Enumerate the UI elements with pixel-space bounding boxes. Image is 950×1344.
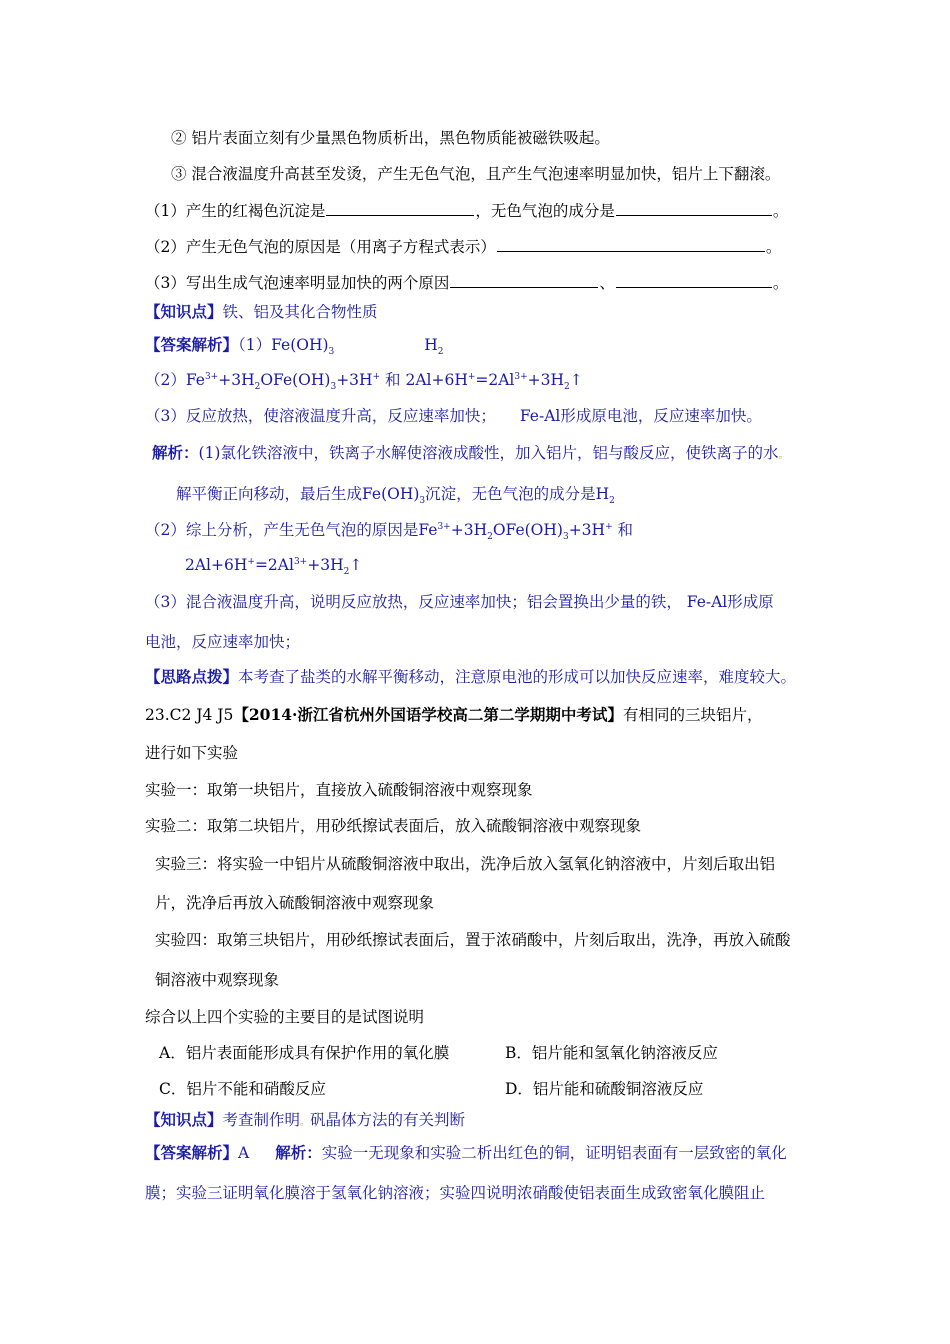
answer-line-3: （3）反应放热，使溶液温度升高，反应速率加快； Fe-Al形成原电池，反应速率加快。 — [145, 407, 762, 425]
option-d[interactable]: D．铝片能和硫酸铜溶液反应 — [505, 1080, 704, 1098]
analysis-3-cont: 电池，反应速率加快； — [145, 633, 301, 651]
sub-question-1: （1）产生的红褐色沉淀是 ，无色气泡的成分是 。 — [145, 202, 789, 220]
thinking-tip: 【思路点拨】本考查了盐类的水解平衡移动，注意原电池的形成可以加快反应速率，难度较大。 — [145, 667, 797, 686]
sub-question-3: （3）写出生成气泡速率明显加快的两个原因 、 。 — [145, 274, 789, 292]
q23-knowledge-point: 【知识点】考查制作明。矾晶体方法的有关判断 — [145, 1110, 466, 1129]
answer-blank[interactable] — [450, 272, 598, 288]
analysis-1-cont: 解平衡正向移动，最后生成$Fe(OH)_3$沉淀，无色气泡的成分是$H_2$ — [176, 485, 615, 507]
option-b[interactable]: B．铝片能和氢氧化钠溶液反应 — [505, 1044, 718, 1062]
option-c[interactable]: C．铝片不能和硝酸反应 — [159, 1080, 326, 1098]
sub-question-2: （2）产生无色气泡的原因是（用离子方程式表示） 。 — [145, 238, 782, 256]
experiment-3: 实验三：将实验一中铝片从硫酸铜溶液中取出，洗净后放入氢氧化钠溶液中，片刻后取出铝 — [155, 855, 776, 873]
answer-blank[interactable] — [497, 236, 765, 252]
analysis-2: （2）综上分析，产生无色气泡的原因是$Fe^{3+}+3H_2OFe(OH)_3+3H^+$ 和 — [145, 521, 634, 543]
experiment-4: 实验四：取第三块铝片，用砂纸擦试表面后，置于浓硝酸中，片刻后取出，洗净，再放入硫酸 — [155, 931, 791, 949]
q23-question: 综合以上四个实验的主要目的是试图说明 — [145, 1008, 425, 1026]
experiment-3-cont: 片，洗净后再放入硫酸铜溶液中观察现象 — [155, 894, 435, 912]
answer-blank[interactable] — [616, 272, 772, 288]
option-a[interactable]: A．铝片表面能形成具有保护作用的氧化膜 — [159, 1044, 450, 1062]
answer-blank[interactable] — [616, 200, 772, 216]
answer-line-1: 【答案解析】$(1)Fe(OH)_3$ $H_2$ — [145, 335, 444, 358]
knowledge-point: 【知识点】铁、铝及其化合物性质 — [145, 302, 378, 321]
observation-3: ③ 混合液温度升高甚至发烫，产生无色气泡，且产生气泡速率明显加快，铝片上下翻滚。 — [171, 165, 781, 183]
q23-header: 23.C2 J4 J5【2014·浙江省杭州外国语学校高二第二学期期中考试】有相同的三块铝片， — [145, 705, 763, 724]
analysis-3: （3）混合液温度升高，说明反应放热，反应速率加快；铝会置换出少量的铁， Fe-Al形成原 — [145, 593, 774, 611]
q23-analysis-cont: 膜；实验三证明氧化膜溶于氢氧化钠溶液；实验四说明浓硝酸使铝表面生成致密氧化膜阻止 — [145, 1184, 766, 1202]
experiment-4-cont: 铜溶液中观察现象 — [155, 971, 280, 989]
observation-2: ② 铝片表面立刻有少量黑色物质析出，黑色物质能被磁铁吸起。 — [171, 129, 610, 147]
experiment-1: 实验一：取第一块铝片，直接放入硫酸铜溶液中观察现象 — [145, 781, 533, 799]
answer-blank[interactable] — [326, 200, 474, 216]
q23-answer: 【答案解析】A 解析：实验一无现象和实验二析出红色的铜，证明铝表面有一层致密的氧化 — [145, 1143, 787, 1162]
answer-line-2: $(2)Fe^{3+}+3H_2OFe(OH)_3+3H^+$ 和 $2Al+6H^+=2Al^{3+}+3H_2↑$ — [145, 371, 583, 393]
analysis-1: 解析：(1)氯化铁溶液中，铁离子水解使溶液成酸性，加入铝片，铝与酸反应，使铁离子的水。 — [152, 443, 789, 462]
experiment-2: 实验二：取第二块铝片，用砂纸擦试表面后，放入硫酸铜溶液中观察现象 — [145, 817, 642, 835]
analysis-2-cont: $2Al+6H^+=2Al^{3+}+3H_2↑$ — [185, 556, 363, 578]
q23-header-cont: 进行如下实验 — [145, 744, 239, 762]
